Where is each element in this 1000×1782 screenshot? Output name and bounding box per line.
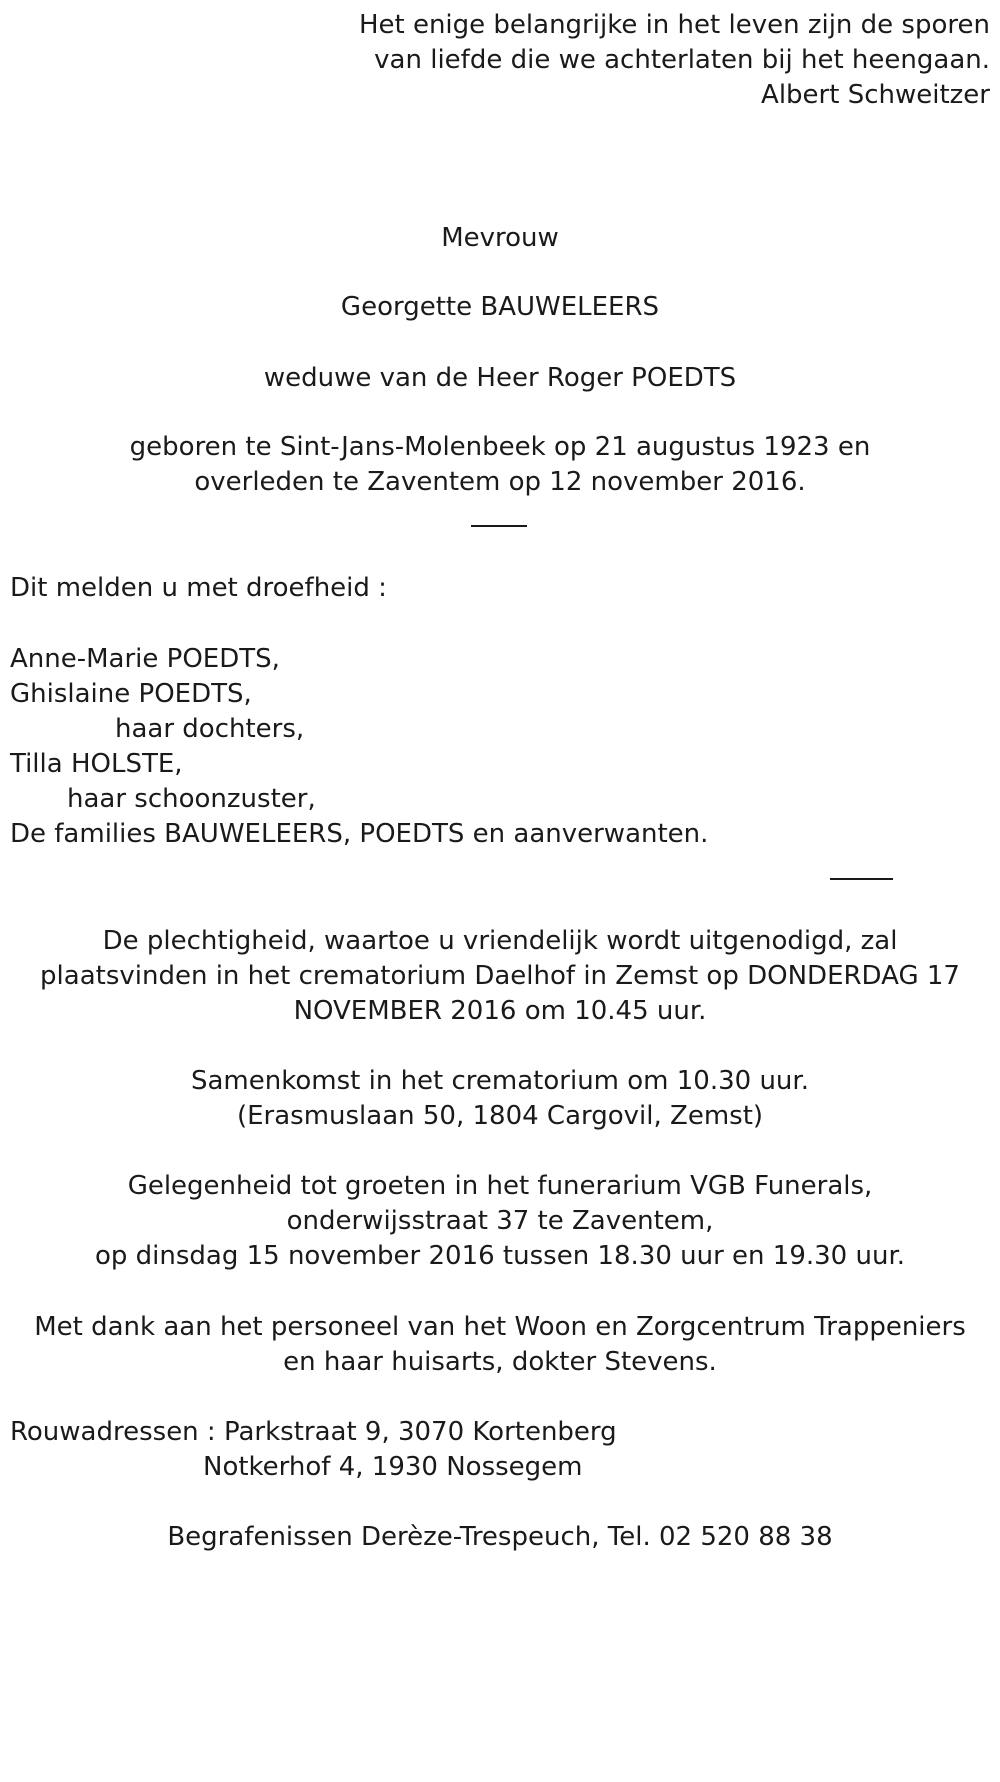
deceased-spouse: weduwe van de Heer Roger POEDTS (263, 363, 737, 393)
family-relation: haar schoonzuster, (67, 784, 316, 814)
family-relation: haar dochters, (115, 714, 305, 744)
divider-1 (471, 525, 527, 527)
divider-2 (830, 878, 893, 880)
deceased-birth: geboren te Sint-Jans-Molenbeek op 21 augustus 1923 en (129, 432, 871, 462)
address-line-2: Notkerhof 4, 1930 Nossegem (203, 1452, 583, 1482)
gathering-line-1: Samenkomst in het crematorium om 10.30 uur. (191, 1066, 809, 1096)
announcement-intro: Dit melden u met droefheid : (10, 573, 387, 603)
quote-author: Albert Schweitzer (761, 80, 990, 110)
ceremony-line-2: plaatsvinden in het crematorium Daelhof in Zemst op DONDERDAG 17 (40, 961, 960, 991)
ceremony-line-1: De plechtigheid, waartoe u vriendelijk wordt uitgenodigd, zal (102, 926, 898, 956)
deceased-death: overleden te Zaventem op 12 november 2016. (194, 467, 806, 497)
quote-line-1: Het enige belangrijke in het leven zijn de sporen (358, 10, 990, 40)
deceased-name: Georgette BAUWELEERS (340, 292, 660, 322)
deceased-title: Mevrouw (441, 223, 559, 253)
funeral-home: Begrafenissen Derèze-Trespeuch, Tel. 02 520 88 38 (167, 1522, 833, 1552)
thanks-line-2: en haar huisarts, dokter Stevens. (283, 1347, 717, 1377)
visitation-line-1: Gelegenheid tot groeten in het funerarium VGB Funerals, (127, 1171, 873, 1201)
gathering-line-2: (Erasmuslaan 50, 1804 Cargovil, Zemst) (236, 1101, 764, 1131)
visitation-line-2: onderwijsstraat 37 te Zaventem, (286, 1206, 714, 1236)
ceremony-line-3: NOVEMBER 2016 om 10.45 uur. (293, 996, 707, 1026)
quote-line-2: van liefde die we achterlaten bij het heengaan. (374, 45, 990, 75)
thanks-line-1: Met dank aan het personeel van het Woon en Zorgcentrum Trappeniers (34, 1312, 966, 1342)
visitation-line-3: op dinsdag 15 november 2016 tussen 18.30 uur en 19.30 uur. (94, 1241, 906, 1271)
family-member: Anne-Marie POEDTS, (10, 644, 280, 674)
family-member: Ghislaine POEDTS, (10, 679, 252, 709)
family-member: Tilla HOLSTE, (10, 749, 183, 779)
family-member: De families BAUWELEERS, POEDTS en aanverwanten. (10, 819, 709, 849)
address-line-1: Rouwadressen : Parkstraat 9, 3070 Kortenberg (10, 1417, 617, 1447)
